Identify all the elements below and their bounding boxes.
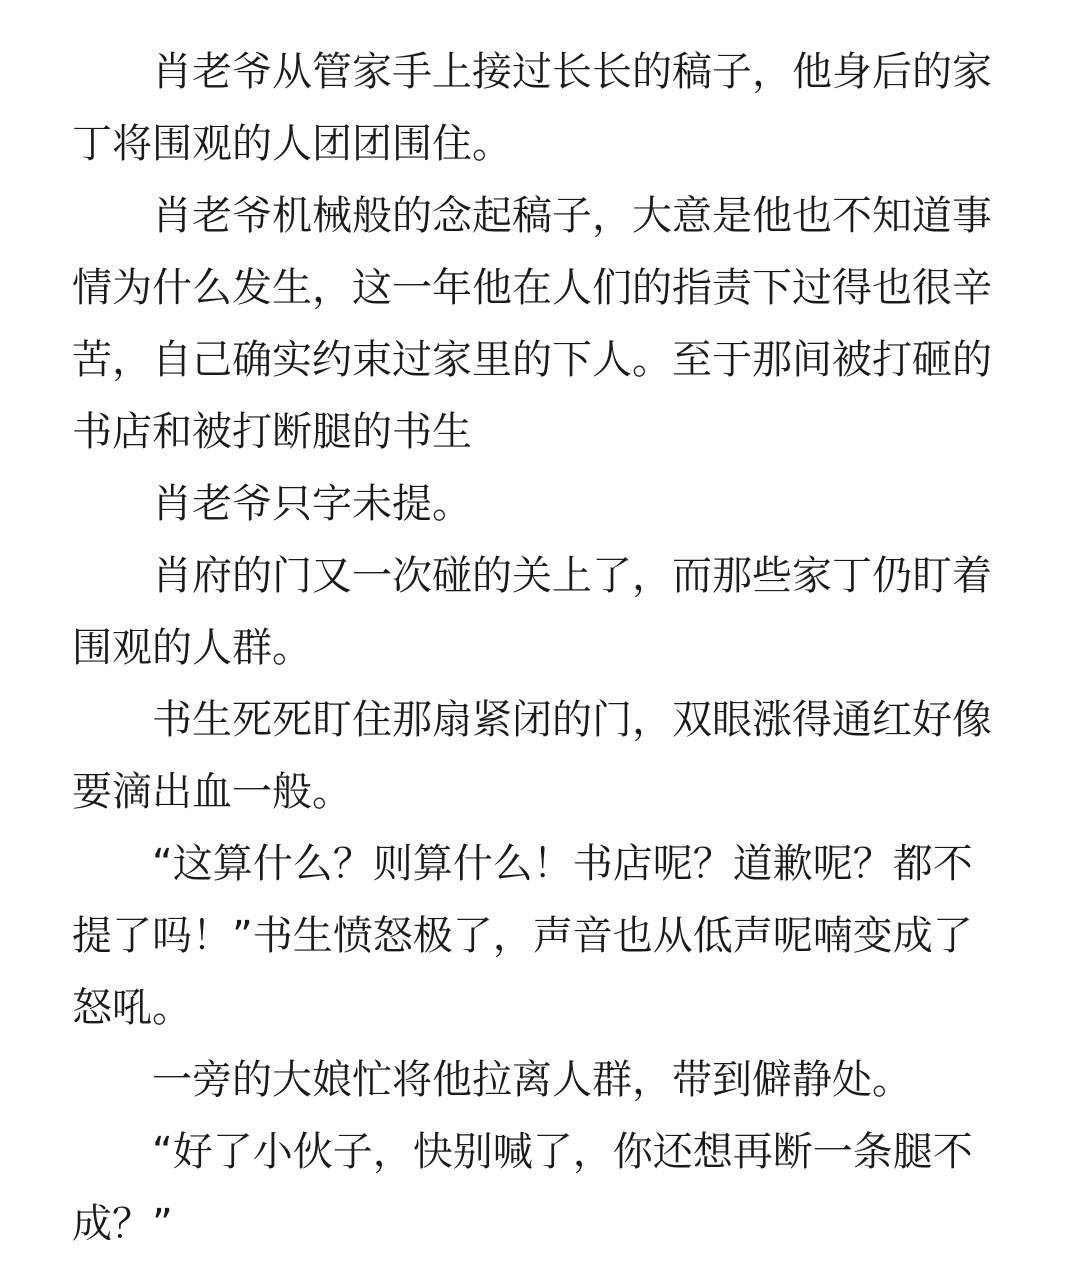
paragraph: 肖老爷只字未提。 [152, 481, 472, 527]
paragraph: 书生死死盯住那扇紧闭的门，双眼涨得通红好像要滴出血一般。 [72, 697, 992, 815]
paragraph: 肖老爷从管家手上接过长长的稿子，他身后的家丁将围观的人团团围住。 [72, 49, 992, 167]
article-body [72, 36, 1002, 1260]
paragraph: 一旁的大娘忙将他拉离人群，带到僻静处。 [152, 1057, 912, 1103]
paragraph: 肖府的门又一次碰的关上了，而那些家丁仍盯着围观的人群。 [72, 553, 992, 671]
paragraph: “好了小伙子，快别喊了，你还想再断一条腿不成？” [72, 1129, 973, 1247]
paragraph: “这算什么？则算什么！书店呢？道歉呢？都不提了吗！”书生愤怒极了，声音也从低声呢喃变成了怒吼。 [72, 841, 973, 1031]
paragraph: 肖老爷机械般的念起稿子，大意是他也不知道事情为什么发生，这一年他在人们的指责下过得也很辛苦，自己确实约束过家里的下人。至于那间被打砸的书店和被打断腿的书生 [72, 193, 992, 455]
